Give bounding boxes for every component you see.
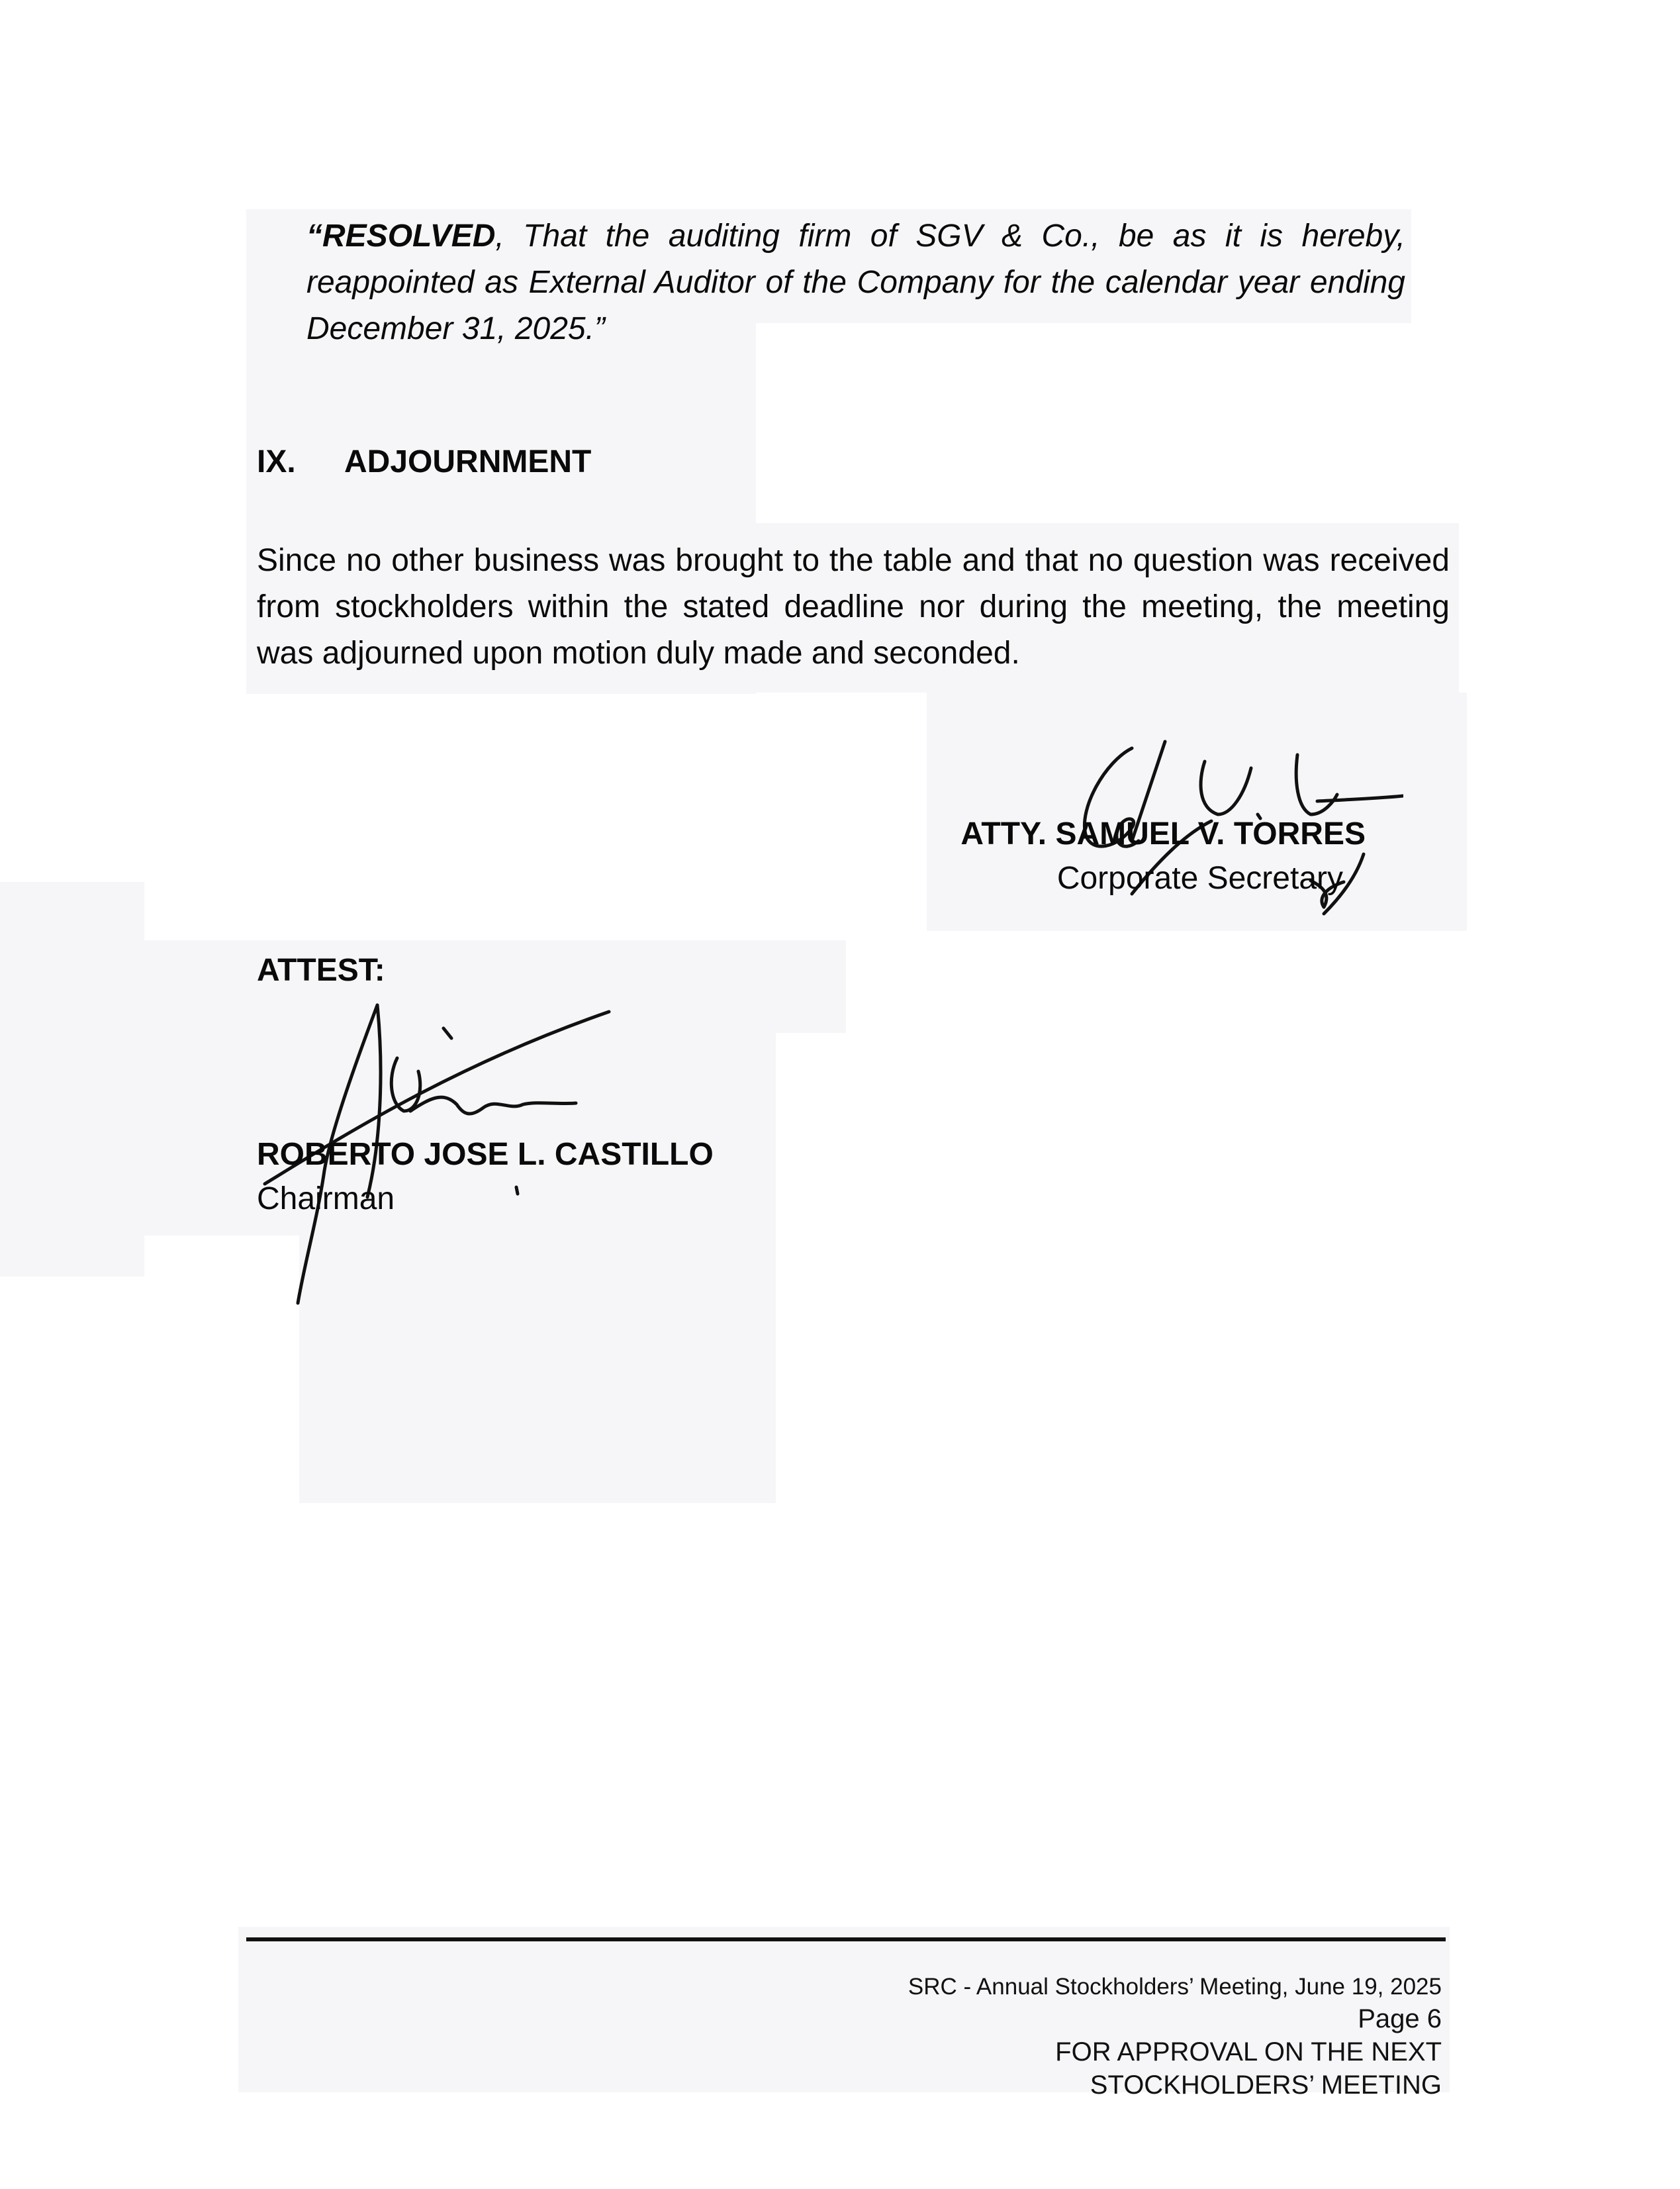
section-number: IX. — [257, 444, 296, 479]
chairman-signature-block — [257, 1136, 714, 1217]
section-heading — [257, 444, 591, 480]
secretary-signature-block — [937, 816, 1366, 897]
secretary-name: ATTY. SAMUEL V. TORRES — [960, 816, 1366, 851]
chairman-name: ROBERTO JOSE L. CASTILLO — [257, 1137, 714, 1172]
resolution-lead: “RESOLVED — [306, 219, 496, 254]
section-title: ADJOURNMENT — [344, 444, 592, 479]
chairman-title: Chairman — [257, 1181, 395, 1216]
footer-page-number: Page 6 — [1358, 2004, 1442, 2033]
scan-tint — [144, 940, 846, 1033]
scan-tint — [0, 882, 144, 1277]
footer — [908, 1972, 1442, 2102]
resolution-text: , That the auditing firm of SGV & Co., be as it is hereby, reappointed as External Auditor of the Company for the calendar year ending December 31, 2025.” — [306, 219, 1405, 346]
scan-tint — [299, 1033, 776, 1503]
resolution-paragraph — [306, 213, 1405, 352]
footer-divider — [246, 1937, 1446, 1941]
secretary-title: Corporate Secretary — [1056, 861, 1343, 896]
attest-label: ATTEST: — [257, 953, 385, 988]
footer-approval-line-2: STOCKHOLDERS’ MEETING — [1090, 2070, 1442, 2100]
adjournment-paragraph: Since no other business was brought to the table and that no question was received from stockholders within the stated deadline nor during the meeting, the meeting was adjourned upon motion duly made and seconded. — [257, 543, 1450, 671]
footer-meeting: SRC - Annual Stockholders’ Meeting, June 19, 2025 — [908, 1974, 1442, 2000]
footer-approval-line-1: FOR APPROVAL ON THE NEXT — [1055, 2037, 1442, 2067]
